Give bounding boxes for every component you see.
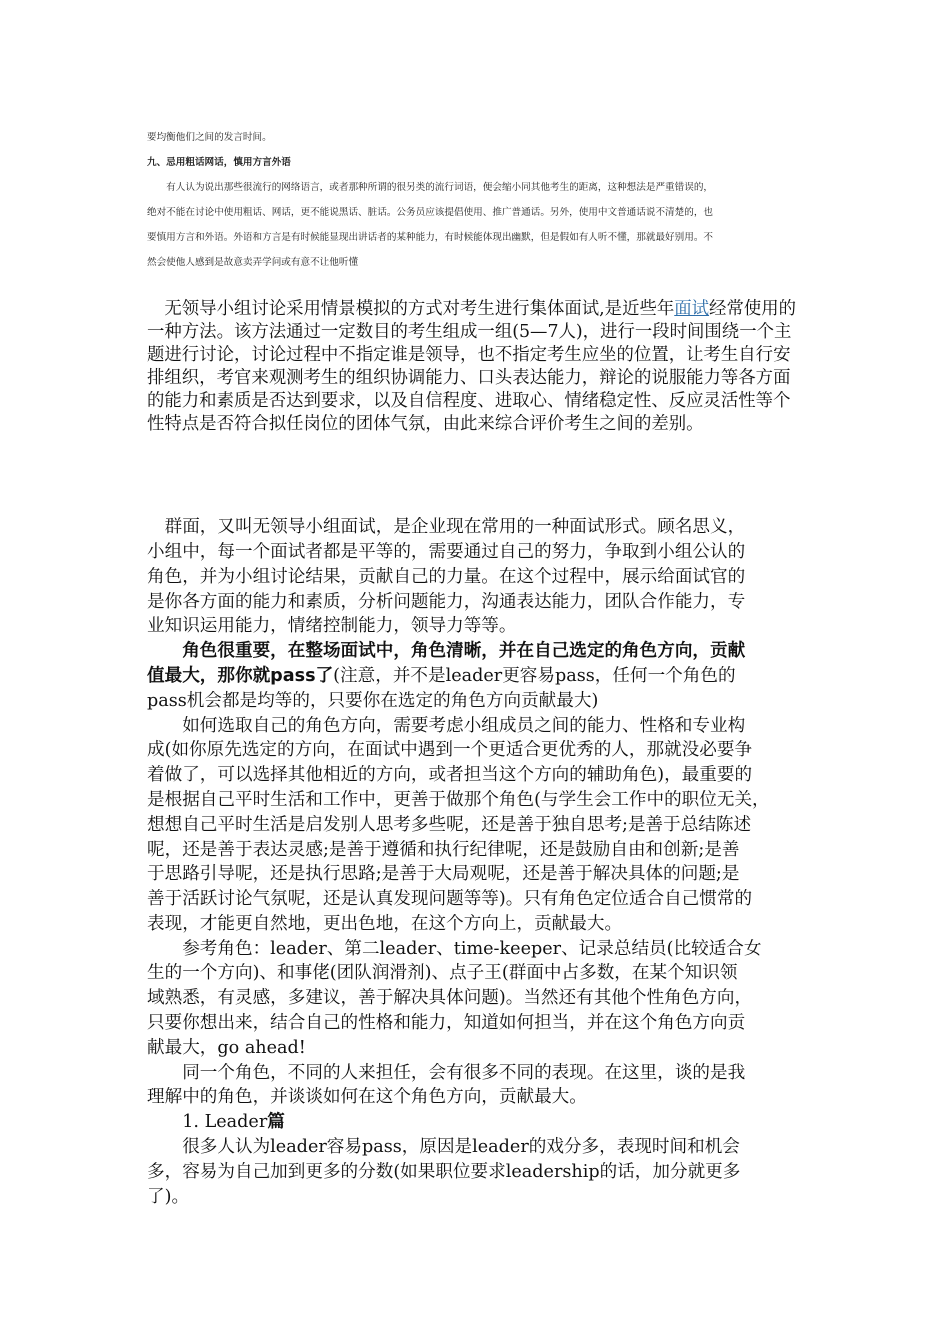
- text-line: 同一个角色，不同的人来担任，会有很多不同的表现。在这里，谈的是我: [147, 1063, 746, 1083]
- text-line: 是根据自己平时生活和工作中，更善于做那个角色(与学生会工作中的职位无关，: [147, 790, 770, 810]
- text-line: 如何选取自己的角色方向，需要考虑小组成员之间的能力、性格和专业构: [147, 716, 746, 736]
- text-line: 题进行讨论，讨论过程中不指定谁是领导，也不指定考生应坐的位置，让考生自行安: [147, 345, 791, 365]
- text-line: 想想自己平时生活是启发别人思考多些呢，还是善于独自思考;是善于总结陈述: [147, 815, 752, 835]
- text-line: 献最大，go ahead!: [147, 1038, 306, 1058]
- emphasis-span: 值最大，那你就pass了: [147, 666, 334, 686]
- interview-link[interactable]: 面试: [674, 299, 710, 319]
- text-line: 着做了，可以选择其他相近的方向，或者担当这个方向的辅助角色)，最重要的: [147, 765, 753, 785]
- text-line: 排组织，考官来观测考生的组织协调能力、口头表达能力，辩论的说服能力等各方面: [147, 368, 791, 388]
- section-heading: [147, 1110, 285, 1135]
- text-line: 要均衡他们之间的发言时间。: [147, 132, 272, 143]
- text-line: [147, 664, 736, 689]
- text-line: 要慎用方言和外语。外语和方言是有时候能显现出讲话者的某种能力，有时候能体现出幽默，但是假如有人听不懂，那就最好别用。不: [147, 232, 714, 243]
- text-line: 成(如你原先选定的方向，在面试中遇到一个更适合更优秀的人，那就没必要争: [147, 740, 753, 760]
- text-line: 很多人认为leader容易pass，原因是leader的戏分多，表现时间和机会: [147, 1137, 740, 1157]
- text-line: 生的一个方向)、和事佬(团队润滑剂)、点子王(群面中占多数，在某个知识领: [147, 963, 738, 983]
- heading-number: 1. Leader: [147, 1112, 268, 1132]
- text-line: 的能力和素质是否达到要求，以及自信程度、进取心、情绪稳定性、反应灵活性等个: [147, 391, 791, 411]
- text-line: 角色，并为小组讨论结果，贡献自己的力量。在这个过程中，展示给面试官的: [147, 567, 746, 587]
- text-line: 群面，又叫无领导小组面试，是企业现在常用的一种面试形式。顾名思义，: [147, 517, 746, 537]
- text-line: 只要你想出来，结合自己的性格和能力，知道如何担当，并在这个角色方向贡: [147, 1013, 746, 1033]
- text-line: 表现，才能更自然地，更出色地，在这个方向上，贡献最大。: [147, 914, 623, 934]
- text-line: 了)。: [147, 1187, 190, 1207]
- text-line: 有人认为说出那些很流行的网络语言，或者那种所谓的很另类的流行词语，便会缩小同其他考生的距离，这种想法是严重错误的，: [147, 182, 714, 193]
- text-line: 是你各方面的能力和素质，分析问题能力，沟通表达能力，团队合作能力，专: [147, 592, 746, 612]
- text-line: 善于活跃讨论气氛呢，还是认真发现问题等等)。只有角色定位适合自己惯常的: [147, 889, 753, 909]
- text-line: 小组中，每一个面试者都是平等的，需要通过自己的努力，争取到小组公认的: [147, 542, 746, 562]
- text-line: 呢，还是善于表达灵感;是善于遵循和执行纪律呢，还是鼓励自由和创新;是善: [147, 840, 740, 860]
- text-line: 然会使他人感到是故意卖弄学问或有意不让他听懂: [147, 257, 359, 268]
- text-line: pass机会都是均等的，只要你在选定的角色方向贡献最大): [147, 691, 599, 711]
- heading-word: 篇: [267, 1112, 285, 1132]
- text-span: 无领导小组讨论采用情景模拟的方式对考生进行集体面试,是近些年: [147, 299, 675, 319]
- text-line: 一种方法。该方法通过一定数目的考生组成一组(5—7人)，进行一段时间围绕一个主: [147, 322, 792, 342]
- text-line: [147, 298, 796, 321]
- text-line: 域熟悉，有灵感，多建议，善于解决具体问题)。当然还有其他个性角色方向，: [147, 988, 753, 1008]
- section-heading: 九、忌用粗话网话，慎用方言外语: [147, 157, 291, 168]
- text-line: 多，容易为自己加到更多的分数(如果职位要求leadership的话，加分就更多: [147, 1162, 741, 1182]
- text-line: 绝对不能在讨论中使用粗话、网话，更不能说黑话、脏话。公务员应该提倡使用、推广普通话。另外，使用中文普通话说不清楚的，也: [147, 207, 714, 218]
- text-line: 性特点是否符合拟任岗位的团体气氛，由此来综合评价考生之间的差别。: [147, 414, 704, 434]
- text-span: 经常使用的: [709, 299, 797, 319]
- text-span: (注意，并不是leader更容易pass，任何一个角色的: [333, 666, 736, 686]
- text-line: 参考角色：leader、第二leader、time-keeper、记录总结员(比较适合女: [147, 939, 762, 959]
- text-line: 理解中的角色，并谈谈如何在这个角色方向，贡献最大。: [147, 1087, 587, 1107]
- text-line: 业知识运用能力，情绪控制能力，领导力等等。: [147, 616, 517, 636]
- text-line: 于思路引导呢，还是执行思路;是善于大局观呢，还是善于解决具体的问题;是: [147, 864, 740, 884]
- emphasis-line: 角色很重要，在整场面试中，角色清晰，并在自己选定的角色方向，贡献: [147, 641, 746, 661]
